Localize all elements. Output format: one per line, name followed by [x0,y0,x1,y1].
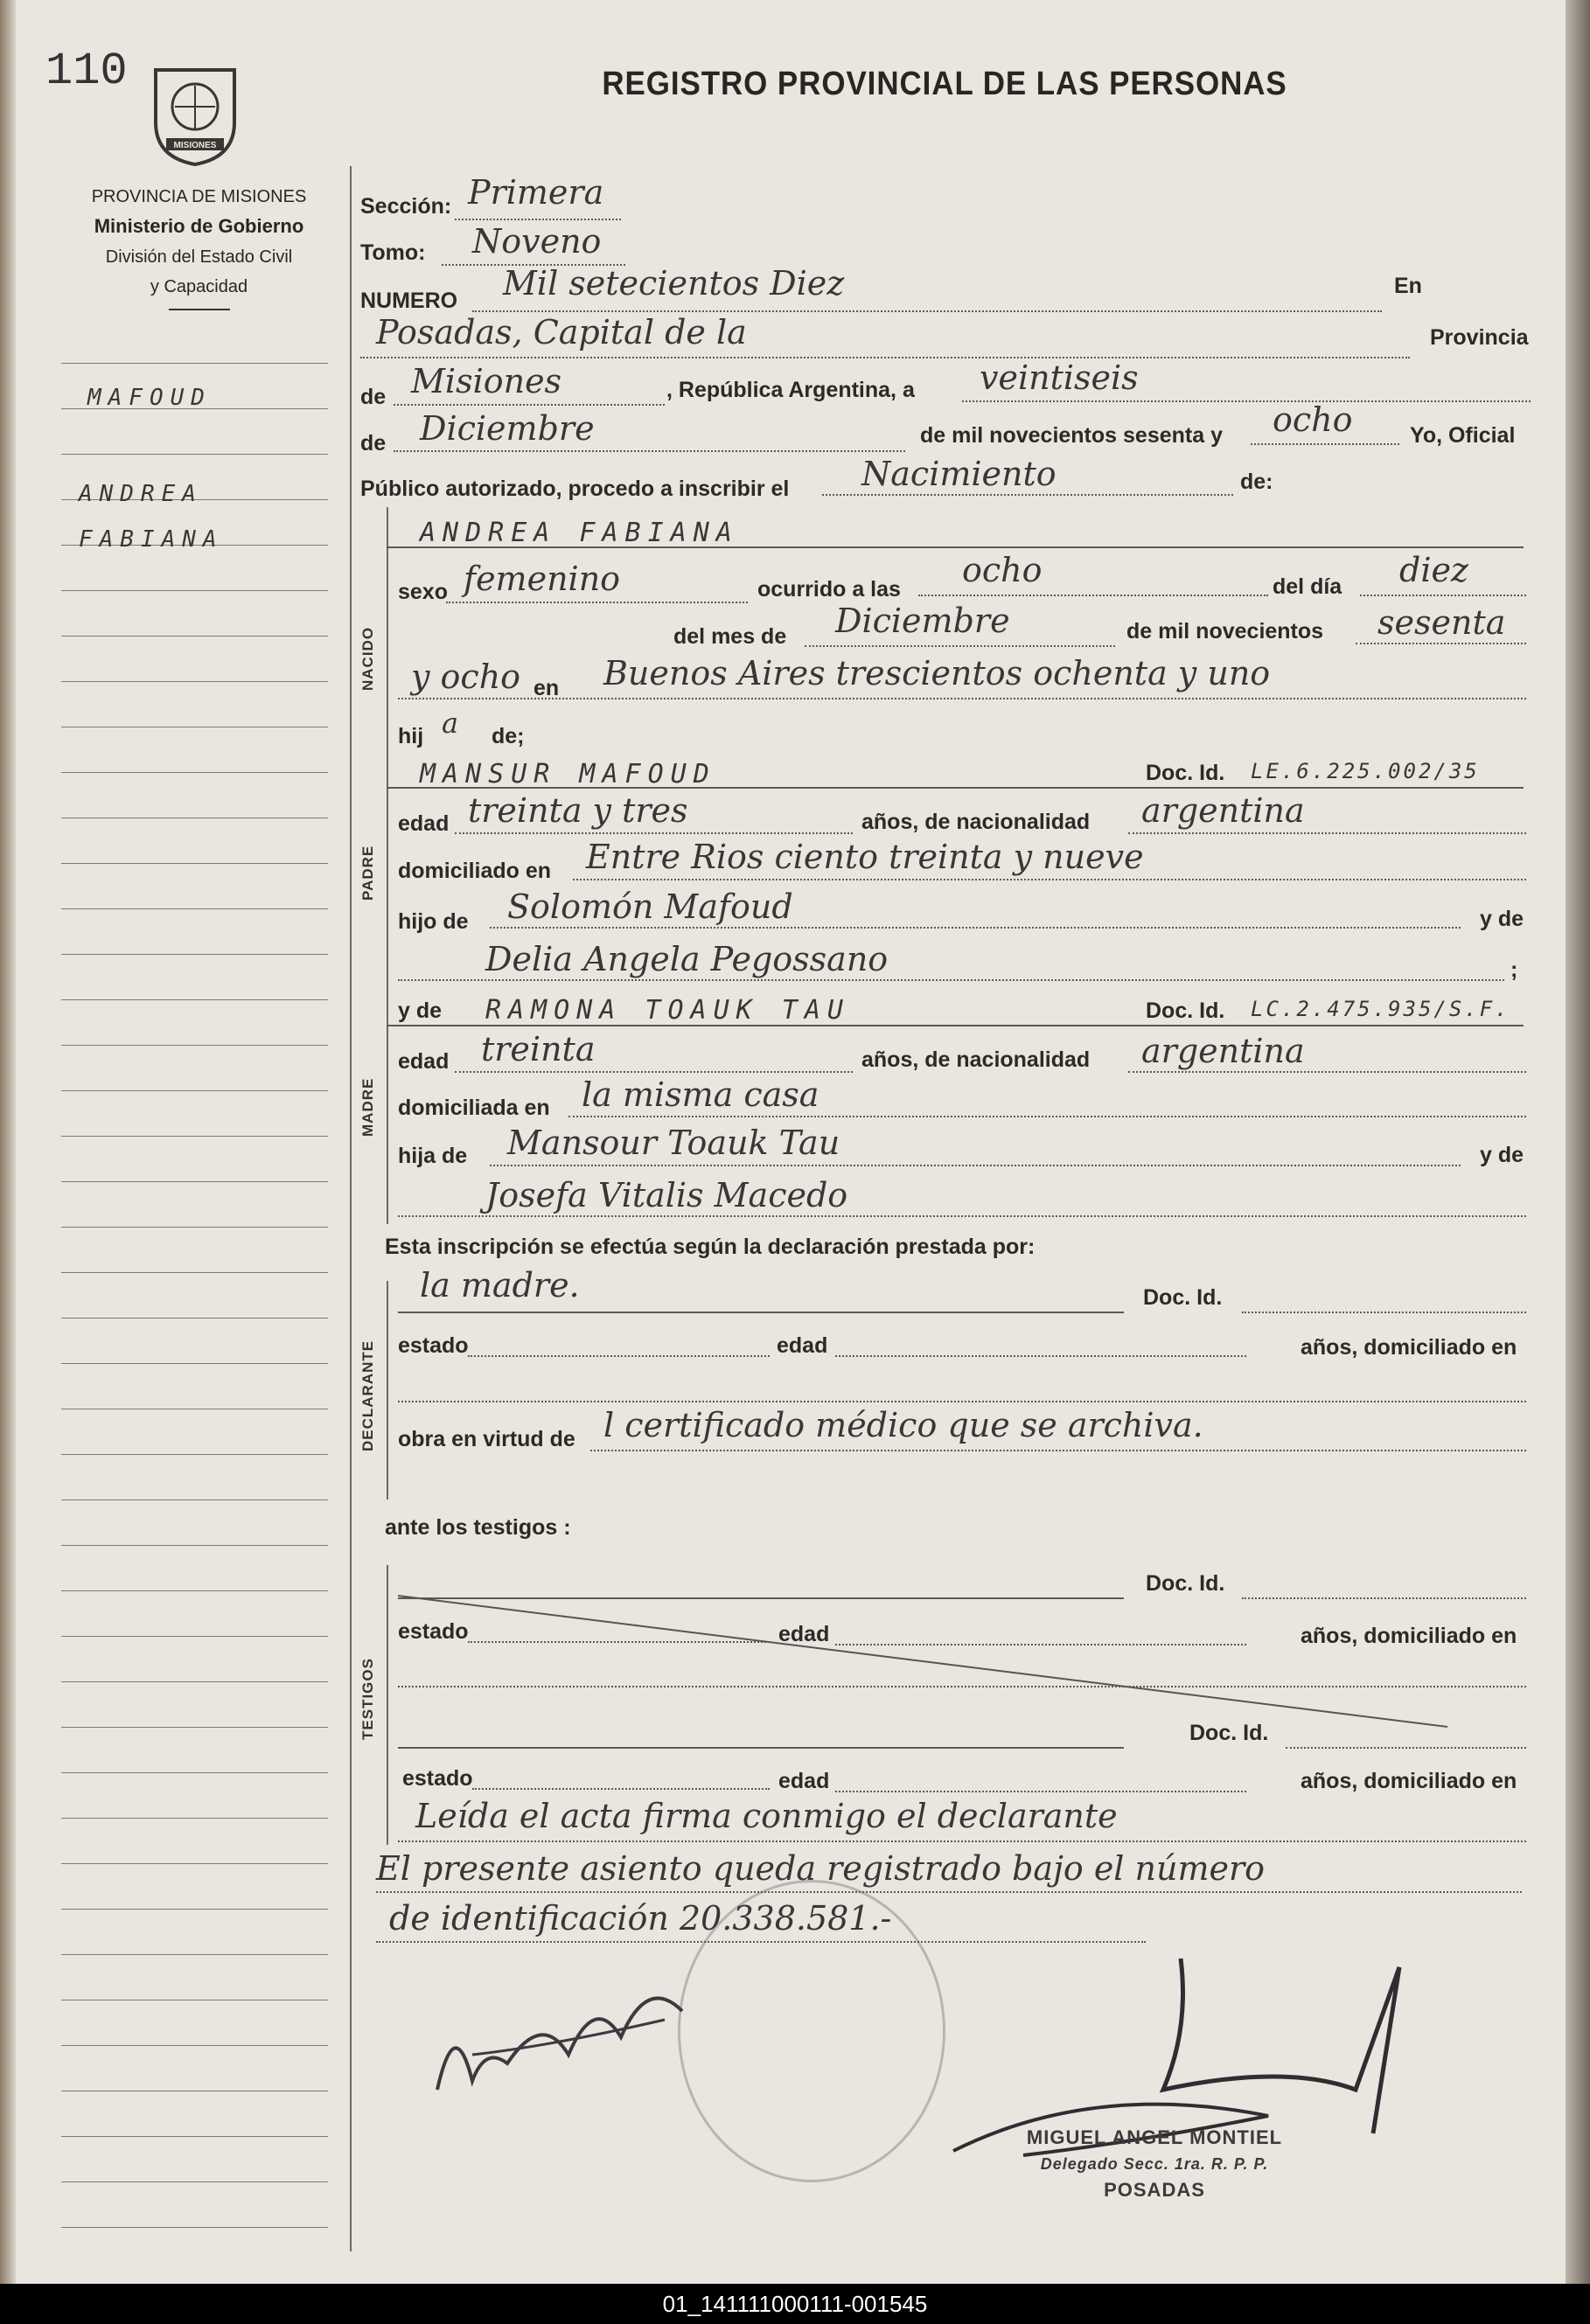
padre-hijo-de: Solomón Mafoud [507,887,793,926]
margin-ruled-line [61,1590,328,1591]
numero-value: Mil setecientos Diez [503,264,845,303]
sexo-label: sexo [398,580,448,604]
margin-ruled-line [61,1954,328,1955]
publico-label: Público autorizado, procedo a inscribir el [360,477,790,501]
oficial-label: Yo, Oficial [1410,423,1516,448]
margin-ruled-line [61,1909,328,1910]
official-signature-block [1006,2125,1303,2203]
declarante-anios-label: años, domiciliado en [1301,1335,1517,1360]
declarante-docid-label: Doc. Id. [1143,1285,1223,1310]
tomo-value: Noveno [472,222,602,261]
milnov-label: de mil novecientos [1126,619,1324,644]
en-nac-label: en [533,676,560,700]
margin-ruled-line [61,1499,328,1500]
testigos-anios-label: años, domiciliado en [1301,1624,1517,1648]
issuer-block [52,182,345,310]
anio-value: ocho [1273,400,1353,439]
madre-docid: LC.2.475.935/S.F. [1251,997,1510,1021]
lugar-value: Posadas, Capital de la [376,313,747,351]
padre-docid-label: Doc. Id. [1146,761,1225,785]
dia-nac-value: diez [1399,551,1468,589]
closing-line-1: Leída el acta firma conmigo el declarante [415,1797,1118,1835]
page-edge [1566,0,1590,2284]
padre-bracket [387,769,388,1005]
provincia-label: Provincia [1430,325,1529,350]
testigos-estado2-label: estado [402,1766,473,1791]
anio-nac-2: y ocho [411,658,521,696]
padre-semicolon: ; [1510,957,1518,982]
declarante-edad-label: edad [777,1333,828,1358]
margin-ruled-line [61,636,328,637]
hora-value: ocho [962,551,1043,589]
madre-nac-label: años, de nacionalidad [861,1047,1091,1072]
official-city: POSADAS [1104,2179,1205,2201]
issuer-province: PROVINCIA DE MISIONES [91,187,307,206]
image-caption: 01_141111000111-001545 [0,2284,1590,2324]
hij-de-label: de; [492,724,525,748]
de3-label: de: [1240,470,1273,494]
margin-ruled-line [61,1136,328,1137]
margin-ruled-line [61,1545,328,1546]
seccion-label: Sección: [360,194,452,219]
margin-ruled-line [61,681,328,682]
hij-suffix: a [442,706,459,740]
madre-docid-label: Doc. Id. [1146,998,1225,1023]
testigos-anios2-label: años, domiciliado en [1301,1769,1517,1793]
testigos-docid2-label: Doc. Id. [1189,1721,1269,1745]
margin-ruled-line [61,454,328,455]
padre-madre-de: Delia Angela Pegossano [485,940,889,978]
numero-label: NUMERO [360,289,458,313]
hij-label: hij [398,724,424,748]
testigos-edad2-label: edad [778,1769,830,1793]
madre-edad: treinta [481,1030,596,1068]
declarante-obra: l certificado médico que se archiva. [603,1406,1203,1444]
margin-ruled-line [61,590,328,591]
padre-nacionalidad: argentina [1141,791,1305,830]
madre-yde2-label: y de [1480,1143,1524,1167]
madre-nombre: RAMONA TOAUK TAU [485,995,850,1026]
margin-ruled-line [61,2227,328,2228]
en-label: En [1394,274,1422,298]
de-label: de [360,385,387,409]
margin-ruled-line [61,908,328,909]
margin-ruled-line [61,1727,328,1728]
delmes-label: del mes de [673,624,787,649]
madre-section-label: MADRE [359,1077,376,1137]
madre-dom-label: domiciliada en [398,1096,550,1120]
official-seal [678,1880,945,2182]
margin-ruled-line [61,1863,328,1864]
acto-value: Nacimiento [861,455,1057,493]
margin-ruled-line [61,1272,328,1273]
testigos-bracket [387,1565,388,1845]
declarante-section-label: DECLARANTE [359,1339,376,1451]
deldia-label: del día [1273,574,1342,599]
svg-text:MISIONES: MISIONES [173,141,217,150]
padre-hijo-label: hijo de [398,909,469,934]
padre-nombre: MANSUR MAFOUD [420,759,716,790]
madre-hija-de: Mansour Toauk Tau [507,1124,840,1162]
margin-ruled-line [61,1454,328,1455]
anio-label: de mil novecientos sesenta y [920,423,1223,448]
binding-edge [0,0,16,2284]
ocurrido-label: ocurrido a las [757,577,901,602]
dia-value: veintiseis [980,358,1139,397]
page-number: 110 [45,45,128,97]
de2-label: de [360,431,387,456]
issuer-capacity: y Capacidad [150,277,248,296]
declarante-nombre: la madre. [420,1266,580,1305]
padre-edad: treinta y tres [468,791,688,830]
margin-ruled-line [61,999,328,1000]
declarante-intro: Esta inscripción se efectúa según la declaración prestada por: [385,1235,1036,1259]
margin-ruled-line [61,1227,328,1228]
nacido-nombre: ANDREA FABIANA [420,518,739,548]
declarante-obra-label: obra en virtud de [398,1427,575,1451]
madre-edad-label: edad [398,1049,450,1074]
mes-value: Diciembre [420,409,595,448]
padre-nac-label: años, de nacionalidad [861,810,1091,834]
margin-ruled-line [61,1818,328,1819]
margin-ruled-line [61,2136,328,2137]
madre-domicilio: la misma casa [582,1075,819,1114]
tomo-label: Tomo: [360,240,426,265]
republica-label: , República Argentina, a [666,378,915,402]
official-name: MIGUEL ANGEL MONTIEL [1026,2126,1283,2148]
divider [169,309,230,310]
margin-ruled-line [61,363,328,364]
testigos-intro: ante los testigos : [385,1515,571,1540]
padre-edad-label: edad [398,811,450,836]
madre-nacionalidad: argentina [1141,1032,1305,1070]
province-crest-icon [147,61,243,166]
lugar-nac-value: Buenos Aires trescientos ochenta y uno [603,654,1271,692]
margin-ruled-line [61,2045,328,2046]
madre-hija-label: hija de [398,1144,468,1168]
margin-ruled-line [61,1772,328,1773]
closing-line-3: de identificación 20.338.581.- [389,1899,892,1938]
closing-line-2: El presente asiento queda registrado bajo el número [376,1849,1266,1888]
padre-docid: LE.6.225.002/35 [1251,759,1480,783]
provincia-value: Misiones [411,362,562,400]
margin-ruled-line [61,1681,328,1682]
padre-yde-label: y de [1480,907,1524,931]
testigos-docid-label: Doc. Id. [1146,1571,1225,1596]
testigos-section-label: TESTIGOS [359,1658,376,1740]
padre-section-label: PADRE [359,845,376,901]
register-title: REGISTRO PROVINCIAL DE LAS PERSONAS [602,66,1287,102]
nacido-section-label: NACIDO [359,626,376,691]
testigos-edad-label: edad [778,1622,830,1646]
padre-domicilio: Entre Rios ciento treinta y nueve [586,838,1144,876]
margin-ruled-line [61,954,328,955]
padre-dom-label: domiciliado en [398,859,552,883]
madre-yde-label: y de [398,998,443,1023]
testigos-estado-label: estado [398,1619,469,1644]
margin-ruled-line [61,2181,328,2182]
margin-ruled-line [61,772,328,773]
margin-ruled-line [61,1045,328,1046]
margin-ruled-line [61,863,328,864]
anio-nac-1: sesenta [1377,603,1506,642]
declarante-estado-label: estado [398,1333,469,1358]
issuer-ministry: Ministerio de Gobierno [94,215,304,237]
madre-bracket [387,1005,388,1224]
issuer-division: División del Estado Civil [105,247,293,267]
sexo-value: femenino [464,560,621,598]
cancel-stroke [398,1591,1465,1731]
margin-ruled-line [61,1318,328,1319]
declarant-signature-icon [420,1959,708,2107]
declarante-bracket [387,1281,388,1499]
margin-divider [350,166,352,2251]
margin-surname: MAFOUD [87,385,212,411]
madre-madre-de: Josefa Vitalis Macedo [485,1176,848,1214]
mes-nac-value: Diciembre [835,602,1010,640]
margin-ruled-line [61,1636,328,1637]
margin-ruled-line [61,1363,328,1364]
margin-name-1: ANDREA [79,481,203,507]
margin-ruled-line [61,1090,328,1091]
official-role: Delegado Secc. 1ra. R. P. P. [1040,2155,1269,2173]
margin-ruled-line [61,1181,328,1182]
margin-name-2: FABIANA [79,526,224,553]
seccion-value: Primera [468,173,604,212]
